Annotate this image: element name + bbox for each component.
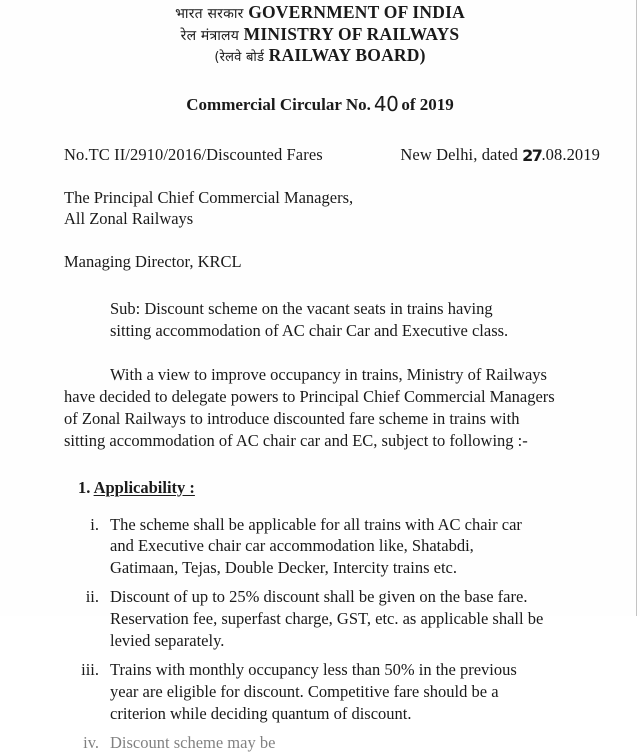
letterhead-line-3-hindi: रेलवे बोर्ड bbox=[219, 50, 265, 66]
addressee-line-1: The Principal Chief Commercial Managers, bbox=[64, 187, 354, 207]
letterhead bbox=[0, 0, 640, 67]
list-item-text bbox=[110, 732, 598, 752]
addressee-block-primary bbox=[0, 187, 640, 229]
file-reference-number: No.TC II/2910/2016/Discounted Fares bbox=[64, 144, 323, 164]
circular-number-suffix: of 2019 bbox=[401, 94, 454, 114]
list-item-text bbox=[110, 659, 598, 725]
body-paragraph-line-3: of Zonal Railways to introduce discounted fare scheme in trains with bbox=[64, 408, 520, 428]
body-paragraph-line-2: have decided to delegate powers to Principal Chief Commercial Managers bbox=[64, 386, 555, 406]
place-and-date bbox=[400, 145, 600, 165]
letterhead-line-3 bbox=[0, 45, 640, 67]
list-item-line: year are eligible for discount. Competitive fare should be a bbox=[110, 682, 499, 702]
date-handwritten-day: 27 bbox=[522, 145, 542, 165]
list-item-line: criterion while deciding quantum of discount. bbox=[110, 704, 412, 723]
letterhead-line-2 bbox=[0, 24, 640, 46]
section-heading-number: 1. bbox=[78, 477, 91, 497]
letterhead-line-1-hindi: भारत सरकार bbox=[175, 6, 244, 22]
list-item-cutoff bbox=[0, 732, 598, 752]
subject-line-2: sitting accommodation of AC chair Car and Executive class. bbox=[110, 320, 509, 340]
subject-block bbox=[0, 298, 640, 342]
letterhead-line-3-english: RAILWAY BOARD) bbox=[268, 45, 426, 66]
body-paragraph-line-1: With a view to improve occupancy in trains, Ministry of Railways bbox=[110, 364, 547, 384]
list-item-line: Discount scheme may be bbox=[110, 732, 276, 752]
body-paragraph-line-4: sitting accommodation of AC chair car and EC, subject to following :- bbox=[64, 430, 528, 450]
letterhead-line-3-open-paren: ( bbox=[214, 50, 220, 66]
list-item bbox=[0, 659, 598, 725]
section-heading-title: Applicability : bbox=[93, 477, 195, 497]
list-item-line: Trains with monthly occupancy less than 50% in the previous bbox=[110, 660, 517, 680]
letterhead-line-2-english: MINISTRY OF RAILWAYS bbox=[243, 23, 460, 44]
list-item-text bbox=[110, 586, 598, 652]
list-item-text bbox=[110, 514, 598, 580]
list-item bbox=[0, 586, 598, 652]
list-item-line: Discount of up to 25% discount shall be given on the base fare. bbox=[110, 587, 528, 607]
addressee-block-secondary bbox=[0, 251, 640, 272]
addressee-line-3: Managing Director, KRCL bbox=[64, 251, 242, 271]
list-item bbox=[0, 514, 598, 580]
subject-line-1: Sub: Discount scheme on the vacant seats in trains having bbox=[110, 298, 493, 318]
letterhead-line-1-english: GOVERNMENT OF INDIA bbox=[248, 2, 465, 22]
date-rest: .08.2019 bbox=[541, 144, 600, 164]
letterhead-line-2-hindi: रेल मंत्रालय bbox=[180, 27, 240, 44]
applicability-list bbox=[0, 514, 640, 752]
circular-number-handwritten: 40 bbox=[373, 91, 399, 116]
circular-number-prefix: Commercial Circular No. bbox=[186, 94, 371, 114]
section-heading bbox=[0, 478, 640, 498]
list-item-line: Gatimaan, Tejas, Double Decker, Intercity trains etc. bbox=[110, 558, 457, 578]
letterhead-line-1 bbox=[0, 2, 640, 24]
list-item-marker: iii. bbox=[81, 660, 99, 680]
addressee-line-2: All Zonal Railways bbox=[64, 208, 194, 228]
circular-number-line bbox=[0, 91, 640, 115]
place-date-prefix: New Delhi, dated bbox=[400, 144, 518, 164]
list-item-line: The scheme shall be applicable for all trains with AC chair car bbox=[110, 514, 522, 534]
list-item-marker: ii. bbox=[85, 587, 99, 607]
list-item-line: levied separately. bbox=[110, 631, 225, 651]
list-item-line: Reservation fee, superfast charge, GST, etc. as applicable shall be bbox=[110, 609, 544, 629]
list-item-marker: i. bbox=[90, 514, 99, 534]
list-item-line: and Executive chair car accommodation like, Shatabdi, bbox=[110, 536, 474, 556]
body-paragraph bbox=[0, 364, 640, 452]
list-item-marker: iv. bbox=[83, 732, 99, 752]
reference-date-row bbox=[0, 145, 640, 165]
